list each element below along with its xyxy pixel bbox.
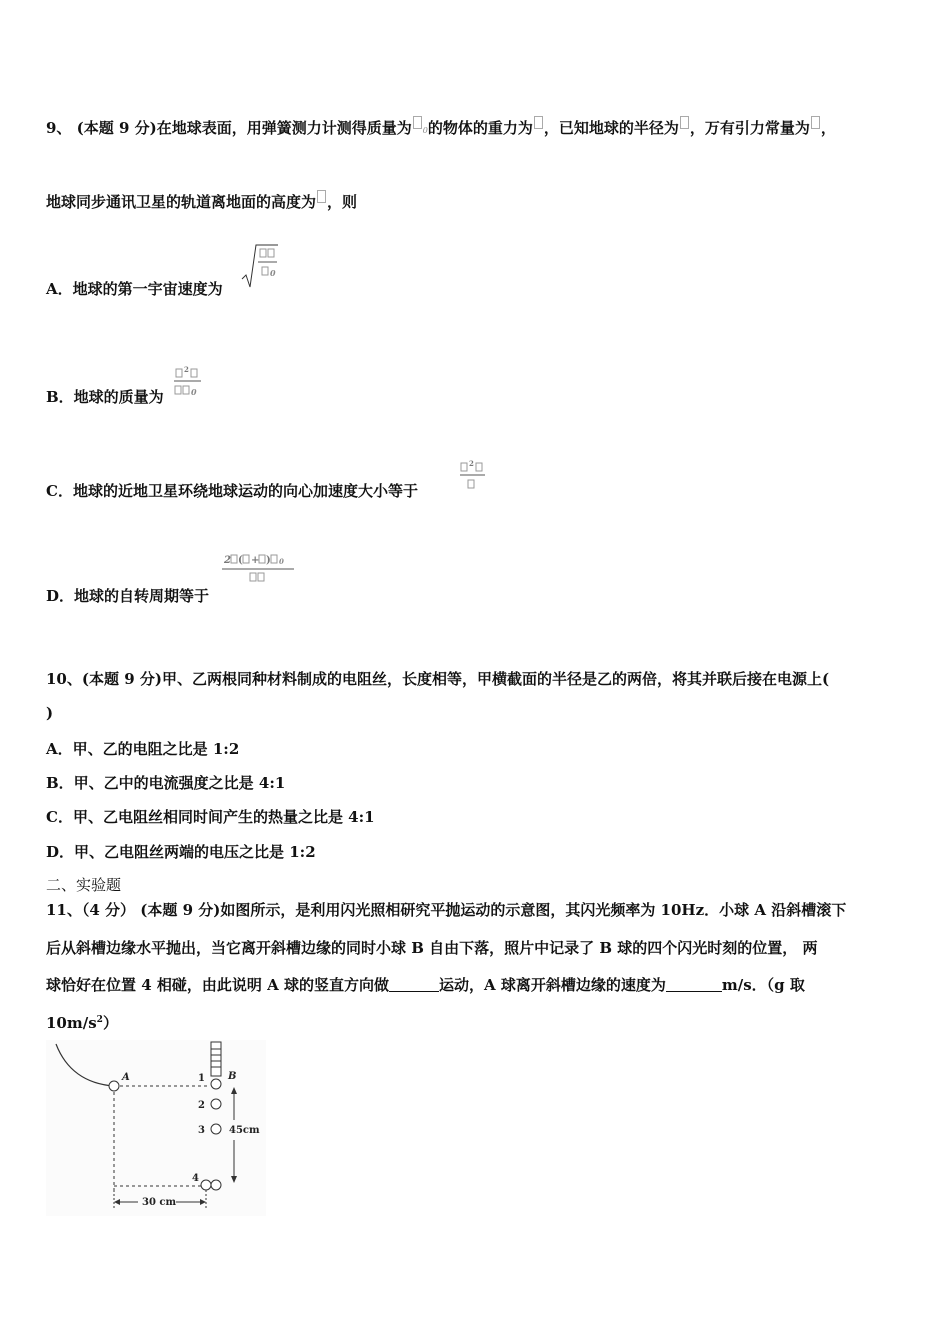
ball-b-pos2: [211, 1099, 221, 1109]
width-label: 30 cm: [142, 1197, 177, 1208]
formula-d-paren-close: ): [266, 555, 271, 566]
holder: [211, 1042, 221, 1076]
q9-line1: [46, 116, 836, 138]
q10-option-d: [46, 841, 316, 862]
formula-c-sup2: 2: [469, 459, 474, 468]
formula-a-sqrt: [240, 241, 280, 289]
formula-d-fraction: [222, 550, 298, 586]
q9-line1-text-4: ，万有引力常量为: [689, 119, 810, 137]
answer-blank-1[interactable]: [389, 977, 439, 992]
q11-line3-text: 球恰好在位置 4 相碰，由此说明 A 球的竖直方向做: [46, 976, 389, 994]
ball-a: [109, 1081, 119, 1091]
q11-line2: [46, 937, 817, 958]
ball-b-pos3: [211, 1124, 221, 1134]
symbol-placeholder: [680, 116, 689, 129]
q9-option-c-text: C．地球的近地卫星环绕地球运动的向心加速度大小等于: [46, 482, 418, 500]
label-pos3: 3: [198, 1125, 205, 1136]
symbol-placeholder: [413, 116, 422, 129]
q11-line1-text: 11、（4 分） (本题 9 分)如图所示，是利用闪光照相研究平抛运动的示意图，其闪光频率为 10Hz．小球 A 沿斜槽滚下: [46, 901, 847, 919]
subscript: 0: [422, 126, 428, 135]
q11-line1: [46, 899, 846, 920]
projectile-diagram: [46, 1040, 266, 1216]
q10-option-d-text: D．甲、乙电阻丝两端的电压之比是 1:2: [46, 843, 316, 861]
symbol-placeholder: [534, 116, 543, 129]
q11-line4-sup: 2: [96, 1015, 103, 1025]
formula-d-sub0: 0: [279, 557, 284, 566]
formula-b-sub0: 0: [191, 387, 197, 397]
label-b: B: [228, 1071, 237, 1082]
q9-option-d-text: D．地球的自转周期等于: [46, 587, 210, 605]
q10-option-b: [46, 772, 285, 793]
formula-a-sub0: 0: [270, 268, 276, 278]
q10-option-c-text: C．甲、乙电阻丝相同时间产生的热量之比是 4:1: [46, 808, 375, 826]
q10-stem-end-text: ): [46, 704, 54, 722]
ball-b-pos4: [211, 1180, 221, 1190]
symbol-placeholder: [811, 116, 820, 129]
section-title-text: 二、实验题: [46, 876, 122, 894]
q11-line3-text-3: m/s．（g 取: [721, 976, 805, 994]
q10-option-b-text: B．甲、乙中的电流强度之比是 4:1: [46, 774, 286, 792]
q10-stem-text: 10、(本题 9 分)甲、乙两根同种材料制成的电阻丝，长度相等，甲横截面的半径是乙的两倍，将其并联后接在电源上(: [46, 670, 830, 688]
q9-option-c: [46, 480, 418, 501]
answer-blank-2[interactable]: [666, 977, 722, 992]
symbol-placeholder: [317, 190, 326, 203]
q9-line1-text-2: 的物体的重力为: [427, 119, 533, 137]
formula-d-plus: +: [251, 555, 260, 566]
formula-b-sup2: 2: [184, 365, 189, 374]
ball-a-pos4: [201, 1180, 211, 1190]
q10-stem: [46, 668, 829, 689]
label-a: A: [122, 1072, 130, 1083]
section-title: [46, 874, 121, 895]
q9-option-b-text: B．地球的质量为: [46, 388, 164, 406]
q10-option-c: [46, 806, 375, 827]
q11-line3-text-2: 运动，A 球离开斜槽边缘的速度为: [438, 976, 666, 994]
q10-option-a-text: A．甲、乙的电阻之比是 1:2: [46, 740, 240, 758]
q10-stem-end: [46, 704, 53, 722]
label-pos2: 2: [198, 1100, 205, 1111]
formula-c-fraction: [458, 458, 488, 494]
ball-b-pos1: [211, 1079, 221, 1089]
label-pos4: 4: [192, 1173, 199, 1184]
q11-line3: [46, 974, 805, 995]
q9-line1-text-3: ，已知地球的半径为: [543, 119, 679, 137]
formula-d-two: 2: [224, 555, 231, 566]
q9-option-a: [46, 278, 223, 299]
q9-line2-text-2: ，则: [327, 193, 358, 211]
label-pos1: 1: [198, 1073, 205, 1084]
formula-b-fraction: [172, 364, 204, 400]
q11-line4-text: 10m/s: [46, 1014, 97, 1032]
q9-option-d: [46, 585, 209, 606]
formula-d-paren-open: (: [238, 555, 243, 566]
q11-line2-text: 后从斜槽边缘水平抛出，当它离开斜槽边缘的同时小球 B 自由下落，照片中记录了 B 球的四个闪光时刻的位置， 两: [46, 939, 818, 957]
q9-option-a-text: A．地球的第一宇宙速度为: [46, 280, 223, 298]
q9-line2: [46, 190, 357, 212]
q9-option-b: [46, 386, 164, 407]
q9-line1-text: 9、 (本题 9 分)在地球表面，用弹簧测力计测得质量为: [46, 119, 412, 137]
q9-line1-text-5: ，: [820, 119, 836, 137]
q11-line4-end: ）: [102, 1014, 118, 1032]
q11-line4: [46, 1012, 118, 1033]
q10-option-a: [46, 738, 239, 759]
q9-line2-text: 地球同步通讯卫星的轨道离地面的高度为: [46, 193, 317, 211]
height-label: 45cm: [229, 1125, 260, 1136]
